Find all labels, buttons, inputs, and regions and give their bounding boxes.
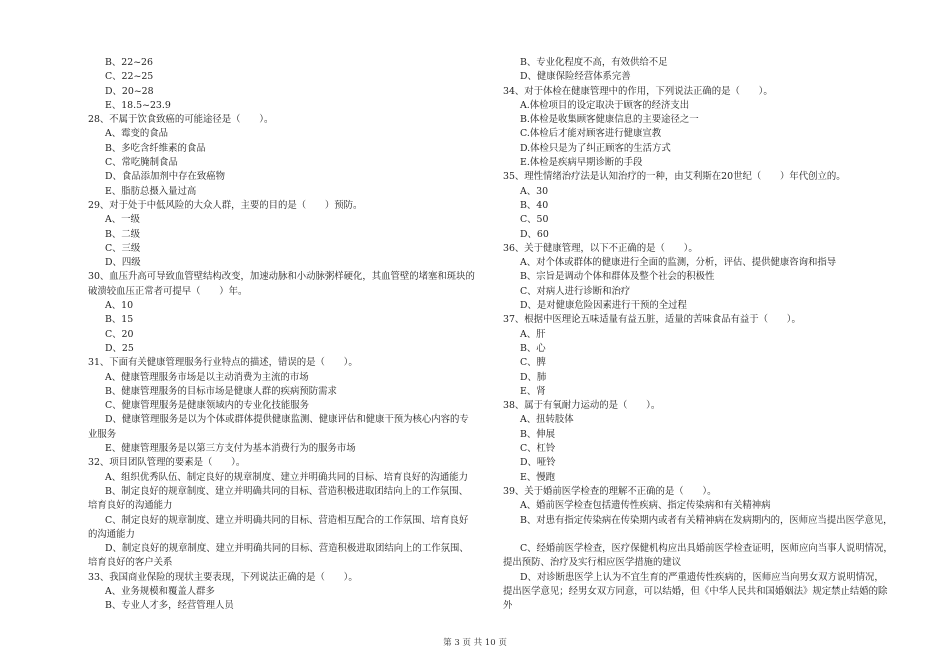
answer-option: B、22~26: [105, 57, 153, 68]
answer-option: C、20: [105, 328, 134, 340]
answer-option: A、霉变的食品: [105, 128, 169, 140]
answer-option: B、健康管理服务的目标市场是健康人群的疾病预防需求: [105, 385, 337, 397]
answer-option: C、杠铃: [520, 443, 556, 455]
answer-option: B、宗旨是调动个体和群体及整个社会的积极性: [520, 271, 715, 283]
question-stem: 38、属于有氧耐力运动的是（ ）。: [503, 400, 661, 412]
answer-option: B、专业人才多，经营管理人员: [105, 600, 234, 612]
answer-option: B、15: [105, 314, 134, 326]
answer-option: E、脂肪总摄入量过高: [105, 185, 197, 197]
question-stem: 33、我国商业保险的现状主要表现，下列说法正确的是（ ）。: [88, 571, 358, 583]
answer-option: A、30: [520, 185, 549, 197]
answer-option: C、健康管理服务是健康领域内的专业化技能服务: [105, 400, 310, 412]
answer-option: D、是对健康危险因素进行干预的全过程: [520, 300, 687, 312]
right-column: [503, 56, 913, 614]
blank-line: [503, 528, 913, 542]
answer-option: A、10: [105, 300, 134, 312]
answer-option: B、对患有指定传染病在传染期内或者有关精神病在发病期内的，医师应当提出医学意见，: [520, 514, 893, 526]
answer-option: D、制定良好的规章制度、建立并明确共同的目标、营造积极进取团结向上的工作氛围、: [105, 543, 469, 555]
answer-option: A、扭转肢体: [520, 414, 574, 426]
answer-option: C、22~25: [105, 71, 154, 83]
question-stem: 31、下面有关健康管理服务行业特点的描述，错误的是（ ）。: [88, 357, 358, 369]
answer-option: C.体检后才能对顾客进行健康宣教: [520, 128, 662, 140]
answer-option: B、40: [520, 199, 549, 211]
answer-option: D、健康保险经营体系完善: [520, 71, 631, 83]
question-stem: 34、对于体检在健康管理中的作用，下列说法正确的是（ ）。: [503, 85, 773, 97]
answer-option: D、食品添加剂中存在致癌物: [105, 171, 226, 183]
answer-option: D、健康管理服务是以为个体或群体提供健康监测、健康评估和健康干预为核心内容的专: [105, 414, 469, 426]
answer-option: E.体检是疾病早期诊断的手段: [520, 157, 643, 169]
question-stem: 39、关于婚前医学检查的理解不正确的是（ ）。: [503, 485, 717, 497]
answer-option: B、伸展: [520, 428, 556, 440]
continuation-line: 提出预防、治疗及实行相应医学措施的建议: [503, 557, 682, 569]
question-stem: 30、血压升高可导致血管壁结构改变，加速动脉和小动脉粥样硬化，其血管壁的堵塞和斑块的: [88, 271, 475, 283]
answer-option: C、经婚前医学检查，医疗保健机构应出具婚前医学检查证明，医师应向当事人说明情况，: [520, 543, 893, 555]
answer-option: A.体检项目的设定取决于顾客的经济支出: [520, 99, 690, 111]
answer-option: D、对诊断患医学上认为不宜生育的严重遗传性疾病的，医师应当向男女双方说明情况，: [520, 571, 884, 583]
answer-option: A、组织优秀队伍、制定良好的规章制度、建立并明确共同的目标、培育良好的沟通能力: [105, 471, 469, 483]
question-stem: 35、理性情绪治疗法是认知治疗的一种，由艾利斯在20世纪（ ）年代创立的。: [503, 171, 846, 183]
answer-option: D、肺: [520, 371, 547, 383]
answer-option: B.体检是收集顾客健康信息的主要途径之一: [520, 114, 699, 126]
answer-option: B、心: [520, 342, 546, 354]
answer-option: C、常吃腌制食品: [105, 157, 178, 169]
continuation-line: 培育良好的沟通能力: [88, 500, 173, 512]
answer-option: A、婚前医学检查包括遗传性疾病、指定传染病和有关精神病: [520, 500, 771, 512]
answer-option: C、对病人进行诊断和治疗: [520, 285, 631, 297]
answer-option: E、健康管理服务是以第三方支付为基本消费行为的服务市场: [105, 443, 356, 455]
answer-option: C、50: [520, 214, 549, 226]
answer-option: E、肾: [520, 385, 546, 397]
answer-option: A、健康管理服务市场是以主动消费为主流的市场: [105, 371, 309, 383]
question-stem: 36、关于健康管理，以下不正确的是（ ）。: [503, 242, 698, 254]
question-stem: 29、对于处于中低风险的大众人群，主要的目的是（ ）预防。: [88, 199, 363, 211]
left-column: [88, 56, 498, 614]
continuation-line: 培育良好的客户关系: [88, 557, 173, 569]
answer-option: B、制定良好的规章制度、建立并明确共同的目标、营造积极进取团结向上的工作氛围、: [105, 485, 469, 497]
answer-option: D、25: [105, 342, 134, 354]
answer-option: D、60: [520, 228, 549, 240]
question-stem: 28、不属于饮食致癌的可能途径是（ ）。: [88, 114, 274, 126]
answer-option: E、18.5~23.9: [105, 99, 171, 111]
answer-option: A、一级: [105, 214, 140, 226]
answer-option: A、肝: [520, 328, 546, 340]
answer-option: C、脾: [520, 357, 546, 369]
answer-option: D.体检只是为了纠正顾客的生活方式: [520, 142, 671, 154]
continuation-line: 提出医学意见；经男女双方同意，可以结婚，但《中华人民共和国婚姻法》规定禁止结婚的除: [503, 585, 888, 597]
answer-option: C、三级: [105, 242, 141, 254]
answer-option: B、二级: [105, 228, 141, 240]
question-stem: 37、根据中医理论五味适量有益五脏，适量的苦味食品有益于（ ）。: [503, 314, 801, 326]
continuation-line: 业服务: [88, 428, 117, 440]
answer-option: D、20~28: [105, 85, 154, 97]
answer-option: E、慢跑: [520, 471, 555, 483]
continuation-line: 的沟通能力: [88, 528, 135, 540]
question-stem: 32、项目团队管理的要素是（ ）。: [88, 457, 246, 469]
answer-option: D、四级: [105, 257, 141, 269]
answer-option: A、业务规模和覆盖人群多: [105, 585, 215, 597]
answer-option: C、制定良好的规章制度、建立并明确共同的目标、营造相互配合的工作氛围、培育良好: [105, 514, 469, 526]
page-footer: 第 3 页 共 10 页: [443, 638, 507, 648]
answer-option: A、对个体或群体的健康进行全面的监测，分析，评估、提供健康咨询和指导: [520, 257, 837, 269]
continuation-line: 外: [503, 600, 513, 612]
continuation-line: 破溃较血压正常者可提早（ ）年。: [88, 285, 248, 297]
answer-option: B、专业化程度不高，有效供给不足: [520, 57, 668, 68]
answer-option: D、哑铃: [520, 457, 556, 469]
answer-option: B、多吃含纤维素的食品: [105, 142, 206, 154]
